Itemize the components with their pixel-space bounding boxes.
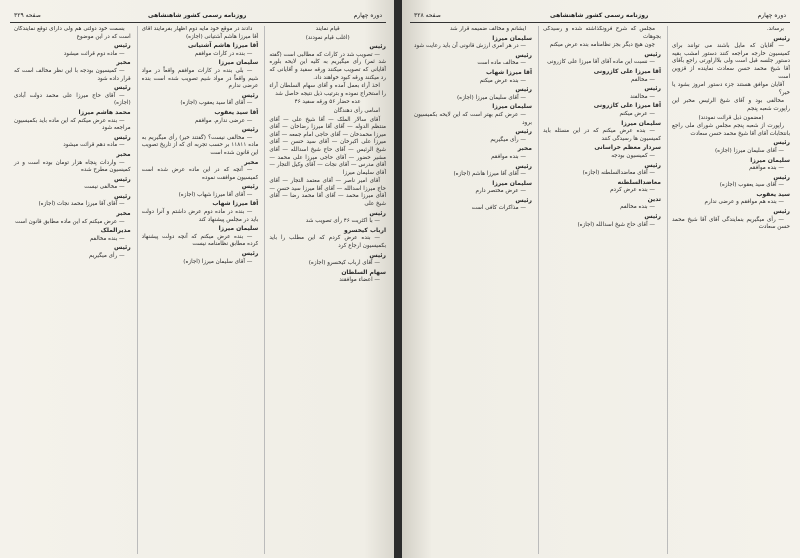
- paragraph: — بنده مخالفم: [89, 235, 125, 242]
- paragraph: — بنده در ماده دوم عرض داشتم و آنرا دولت باید در مجلس پیشنهاد کند: [141, 209, 259, 223]
- paragraph: دادند در موقع خود مایه دوم اظهار بفرمایند آقای آقا میرزا هاشم آشتیانی (اجازه): [141, 26, 259, 40]
- book-gutter: [394, 0, 402, 558]
- speaker-name: رئیس: [644, 85, 661, 93]
- paragraph: — بنده هم موافقم و عرضی ندارم: [704, 199, 784, 206]
- paragraph: — آقای سلیمان میرزا (اجازه): [456, 94, 526, 101]
- paragraph: — رأی میگیریم بنمایندگی آقای آقا شیخ محمد حسن سعادت: [672, 216, 790, 231]
- paragraph: مجلس که شرح فرونگذاشته شده و رسیدگی بجوهات: [543, 26, 661, 40]
- speaker-name: رئیس: [515, 196, 532, 204]
- page-number: صفحه ۳۲۹: [14, 12, 41, 19]
- speaker-name: سهام السلطان: [341, 268, 386, 276]
- speaker-name: رئیس: [369, 209, 386, 217]
- volume-label: دوره چهارم: [353, 12, 382, 19]
- speaker-name: مخبر: [116, 59, 131, 67]
- paragraph: — بنده موافقم: [749, 165, 784, 172]
- speaker-name: رئیس: [241, 91, 259, 99]
- speaker-name: رئیس: [773, 139, 790, 147]
- paragraph: — آقای آقا سید یعقوب (اجازه): [180, 100, 253, 107]
- speaker-name: رئیس: [773, 208, 790, 216]
- speaker-name: مخبر: [244, 158, 259, 166]
- paragraph: — ماده دوم قرائت میشود: [63, 50, 125, 57]
- speaker-name: رئیس: [644, 161, 661, 169]
- paragraph: ایشانم و مخالف ضمیمه قرار شد: [449, 26, 526, 32]
- speaker-name: محمد هاشم میرزا: [78, 108, 131, 116]
- speaker-name: رئیس: [114, 244, 131, 252]
- paragraph: (اغلب قیام نمودند): [305, 34, 350, 41]
- paragraph: — آقای حاج میرزا علی محمد دولت آبادی (اجازه): [13, 92, 131, 107]
- paragraph: — مذاکرات کافی است: [471, 205, 526, 212]
- paragraph: — عرض کنم بهتر است که این لایحه بکمیسیون برود: [414, 111, 532, 126]
- paragraph: — مخالفند: [630, 93, 655, 100]
- speaker-name: ارباب کیخسرو: [344, 226, 386, 234]
- paragraph: — رأی میگیریم: [89, 253, 125, 260]
- paragraph: — بنده مخالفم: [620, 204, 655, 211]
- text-column: [137, 26, 259, 554]
- paragraph: — آقای ارباب کیخسرو (اجازه): [308, 260, 380, 267]
- left-page: [0, 0, 396, 558]
- speaker-name: سید یعقوب: [756, 190, 790, 198]
- speaker-name: سلیمان میرزا: [218, 225, 259, 233]
- paragraph: بسمت خود دولتی هم ولی دارای توقع نمایندگان است که در این موضوع: [13, 26, 131, 40]
- paragraph: اخذ آراء بعمل آمده و آقای سهام السلطان آراء را استخراج نموده و بترتیب ذیل نتیجه حاصل شد: [269, 83, 386, 97]
- page-number: صفحه ۳۲۸: [414, 12, 441, 19]
- paragraph: — آقای آقا میرزا هاشم (اجازه): [453, 171, 526, 178]
- paragraph: — واردات پنجاه هزار تومان بوده است و در کمیسیون مطرح شده: [13, 159, 131, 174]
- speaker-name: رئیس: [515, 162, 532, 170]
- paragraph: — عرض مختصر دارم: [475, 188, 526, 195]
- text-column: [410, 26, 532, 554]
- speaker-name: رئیس: [114, 192, 131, 200]
- text-column: [538, 26, 661, 554]
- paragraph: — با اکثریت ۴۶ رأی تصویب شد: [305, 218, 380, 225]
- paragraph: — عرض میکنم: [619, 110, 655, 117]
- text-column: [10, 26, 131, 554]
- paragraph: — تصویب شد در کارات که مطالبی است (گفته شد ثمر) رأی میگیریم به کلیه این لایحه بلوره آقایانی که تصویب میکنند ورقه سفید و آقایانی که رد میکنند ورقه کبود خواهند داد.: [269, 51, 386, 81]
- paragraph: — اعضاء موافقند: [339, 277, 380, 284]
- text-columns: [10, 26, 386, 554]
- speaker-name: آقا میرزا علی کازرونی: [593, 67, 661, 75]
- page-header: [10, 8, 386, 23]
- paragraph: — مخالف ماده است: [477, 60, 526, 67]
- paragraph: آقای سالار الملک — آقا شیخ علی — آقای منتظم الدوله — آقای آقا میرزا رضاخان — آقای میرزا محمدخان — آقای حاجی امام جمعه — آقای میرزا علی اکبرخان — آقای سید حسن — آقای شیخ الرئیس — آقای حاج شیخ اسدالله — آقای مشیر حضور — آقای حاجی میرزا علی محمد — آقای مدرس — آقای نجات — آقای وکیل التجار — آقای سلیمان میرزا: [269, 116, 386, 176]
- paragraph: — بنده عرض میکنم که در این مسئله باید کمیسیون ها رسیدگی کنند: [543, 128, 661, 142]
- speaker-name: رئیس: [114, 175, 131, 183]
- paragraph: آقای امیر ناصر — آقای معتمد التجار — آقای حاج میرزا اسدالله — آقای آقا میرزا سید حسن — آقای میرزا محمد — آقای آقا محمد رضا — آقای شیخ علی: [269, 178, 386, 208]
- speaker-name: سلیمان میرزا: [492, 179, 532, 187]
- paragraph: — آقای سید یعقوب (اجازه): [719, 182, 784, 189]
- paragraph: چون هیچ دیگر بجز نظامنامه بنده عرض میکنم: [549, 42, 655, 49]
- paragraph: آقایان موافق هستند جزء دستور امروز بشود یا خیر؟: [672, 82, 790, 96]
- paragraph: — بنده در کارات موافقم: [194, 50, 253, 57]
- paragraph: — عرض میکنم که این ماده مطابق قانون است: [15, 218, 125, 225]
- speaker-name: تدین: [647, 195, 661, 203]
- newspaper-title: روزنامه رسمی کشور شاهنشاهی: [550, 12, 649, 19]
- paragraph: — آقای حاج شیخ اسدالله (اجازه): [577, 221, 655, 228]
- speaker-name: سلیمان میرزا: [492, 103, 532, 111]
- speaker-name: مخبر: [116, 150, 131, 158]
- paragraph: — آقای آقا میرزا شهاب (اجازه): [178, 191, 253, 198]
- volume-label: دوره چهارم: [757, 12, 786, 19]
- page-header: [410, 8, 790, 23]
- paragraph: — کمیسیون بودجه: [611, 152, 655, 159]
- speaker-name: رئیس: [369, 251, 386, 259]
- speaker-name: معاضدالسلطنه: [617, 178, 661, 186]
- paragraph: قیام نمایند: [315, 26, 340, 32]
- speaker-name: رئیس: [241, 183, 259, 191]
- paragraph: عده حضار ۵۶ ورقه سفید ۴۶: [294, 99, 361, 106]
- right-page: [400, 0, 800, 558]
- speaker-name: رئیس: [515, 128, 532, 136]
- text-columns: [410, 26, 790, 554]
- paragraph: مخالفی بود و آقای شیخ الرئیس مخبر این راپورت شعبه پنجم: [672, 98, 790, 112]
- newspaper-title: روزنامه رسمی کشور شاهنشاهی: [148, 12, 247, 19]
- speaker-name: آقا میرزا شهاب: [486, 68, 532, 76]
- speaker-name: سلیمان میرزا: [218, 59, 259, 67]
- text-column: [264, 26, 386, 554]
- paragraph: — بلی بنده در کارات موافقم واقعاً در مواد شیم واقعاً در مواد شیم تصویب شده است بنده عرضی ندارم: [141, 67, 259, 90]
- paragraph: — مخالفی نیست: [84, 184, 125, 191]
- speaker-name: مخبر: [517, 145, 532, 153]
- paragraph: — آقایان که مایل باشند می توانند برای کمیسیون خارجه مراجعه کنند دستور امشب بقیه دستور جلسه قبل است ولی بلااراورتی راجع بآقای آقا شیخ محمد حسن سعادت نماینده از قزوین است: [672, 43, 790, 80]
- speaker-name: رئیس: [114, 133, 131, 141]
- speaker-name: رئیس: [773, 34, 790, 42]
- speaker-name: سلیمان میرزا: [621, 119, 661, 127]
- speaker-name: سردار معظم خراسانی: [594, 144, 661, 152]
- paragraph: — ماده دهم قرائت میشود: [63, 142, 125, 149]
- speaker-name: آقا میرزا هاشم آشتیانی: [187, 42, 259, 50]
- speaker-name: رئیس: [241, 126, 259, 134]
- paragraph: — بنده عرض میکنم: [479, 77, 526, 84]
- speaker-name: رئیس: [114, 84, 131, 92]
- speaker-name: رئیس: [241, 250, 259, 258]
- speaker-name: آقا سید یعقوب: [214, 108, 259, 116]
- paragraph: — مخالفی نیست؟ (گفتند خیر) رأی میگیریم به ماده ۱۱۸۱۱ بر حسب تجربه ای که از تاریخ تصویب این قانون شده است: [141, 134, 259, 156]
- paragraph: — بنده عرض میکنم که آنچه دولت پیشنهاد کرده مطابق نظامنامه نیست: [141, 233, 259, 248]
- paragraph: — بنده موافقم: [491, 153, 526, 160]
- speaker-name: رئیس: [114, 42, 131, 50]
- paragraph: — بنده عرض کردم که این مطلب را باید بکمیسیون ارجاع کرد: [269, 235, 386, 250]
- speaker-name: مدیرالملک: [100, 227, 131, 235]
- paragraph: — بنده عرض کردم: [610, 187, 655, 194]
- paragraph: — کمیسیون بودجه با این نظر مخالف است که قرار داده شود: [13, 67, 131, 82]
- speaker-name: رئیس: [515, 51, 532, 59]
- paragraph: — در هر امری ارزش قانونی آن باید رعایت شود: [414, 43, 526, 50]
- speaker-name: رئیس: [515, 86, 532, 94]
- paragraph: — نسبت این ماده آقای آقا میرزا علی کازرونی: [547, 59, 655, 66]
- paragraph: اسامی رأی دهندگان: [333, 107, 380, 114]
- text-column: [667, 26, 790, 554]
- paragraph: — آقای معاضدالسلطنه (اجازه): [582, 170, 655, 177]
- speaker-name: رئیس: [369, 43, 386, 51]
- paragraph: — مخالفم: [631, 76, 655, 83]
- speaker-name: سلیمان میرزا: [750, 156, 790, 164]
- speaker-name: رئیس: [773, 173, 790, 181]
- paragraph: — آقای آقا میرزا محمد نجات (اجازه): [38, 201, 125, 208]
- speaker-name: رئیس: [644, 213, 661, 221]
- speaker-name: رئیس: [644, 50, 661, 58]
- paragraph: (مضمون ذیل قرائت نمودند): [698, 114, 764, 121]
- paragraph: — آقای سلیمان میرزا (اجازه): [714, 147, 784, 154]
- paragraph: برساند.: [766, 26, 784, 32]
- speaker-name: آقا میرزا علی کازرونی: [593, 102, 661, 110]
- speaker-name: مخبر: [116, 210, 131, 218]
- paragraph: — رأی میگیریم: [490, 136, 526, 143]
- paragraph: — بنده عرض میکنم که این ماده باید بکمیسیون مراجعه شود: [13, 117, 131, 132]
- paragraph: — عرضی ندارم. موافقم: [194, 117, 253, 124]
- paragraph: راپورت از شعبه پنجم مجلس شورای ملی راجع بانتخابات آقای آقا شیخ محمد حسن سعادت: [672, 123, 790, 137]
- speaker-name: سلیمان میرزا: [492, 34, 532, 42]
- paragraph: — آنچه که در این ماده عرض شده است کمیسیون موافقت نموده: [141, 167, 259, 181]
- paragraph: — آقای سلیمان میرزا (اجازه): [183, 258, 253, 265]
- speaker-name: آقا میرزا شهاب: [212, 200, 259, 208]
